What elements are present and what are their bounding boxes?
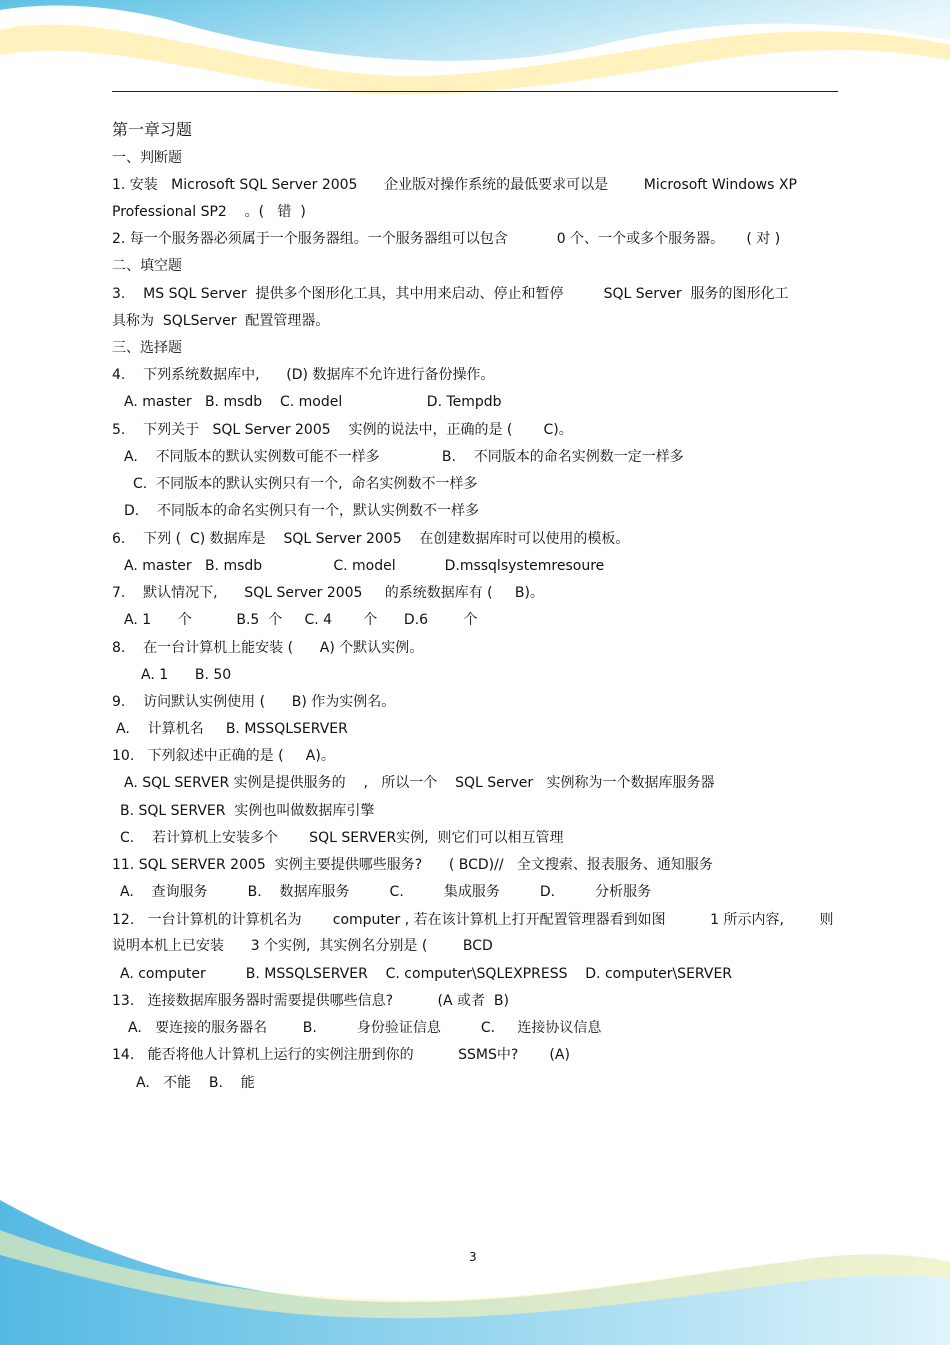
answer-options: A. 计算机名 B. MSSQLSERVER bbox=[116, 721, 348, 737]
answer-options: A. master B. msdb C. model D.mssqlsystemresoure bbox=[124, 558, 605, 574]
question-text: 8. 在一台计算机上能安装 ( A) 个默认实例。 bbox=[112, 640, 424, 656]
question-text: 具称为 SQLServer 配置管理器。 bbox=[112, 313, 330, 329]
answer-options: A. computer B. MSSQLSERVER C. computer\SQLEXPRESS D. computer\SERVER bbox=[120, 966, 733, 982]
answer-options: A. 查询服务 B. 数据库服务 C. 集成服务 D. 分析服务 bbox=[120, 884, 652, 900]
answer-options: A. master B. msdb C. model D. Tempdb bbox=[124, 394, 502, 410]
answer-options: B. SQL SERVER 实例也叫做数据库引擎 bbox=[120, 803, 375, 819]
answer-options: A. 不同版本的默认实例数可能不一样多 B. 不同版本的命名实例数一定一样多 bbox=[124, 449, 684, 465]
question-text: 3. MS SQL Server 提供多个图形化工具，其中用来启动、停止和暂停 SQL Server 服务的图形化工 bbox=[112, 286, 789, 302]
question-text: 13. 连接数据库服务器时需要提供哪些信息? (A 或者 B) bbox=[112, 993, 510, 1009]
question-text: 2. 每一个服务器必须属于一个服务器组。一个服务器组可以包含 0 个、一个或多个服务器。 ( 对 ) bbox=[112, 231, 781, 247]
section-heading: 一、判断题 bbox=[112, 150, 182, 166]
answer-options: D. 不同版本的命名实例只有一个，默认实例数不一样多 bbox=[124, 503, 480, 519]
question-text: 1. 安装 Microsoft SQL Server 2005 企业版对操作系统的最低要求可以是 Microsoft Windows XP bbox=[112, 177, 797, 193]
section-heading: 三、选择题 bbox=[112, 340, 182, 356]
answer-options: A. 不能 B. 能 bbox=[136, 1075, 255, 1091]
answer-options: C. 不同版本的默认实例只有一个, 命名实例数不一样多 bbox=[133, 476, 478, 492]
answer-options: A. 1 个 B.5 个 C. 4 个 D.6 个 bbox=[124, 612, 478, 628]
question-text: 7. 默认情况下, SQL Server 2005 的系统数据库有 ( B)。 bbox=[112, 585, 544, 601]
question-text: 10. 下列叙述中正确的是 ( A)。 bbox=[112, 748, 335, 764]
page-number: 3 bbox=[469, 1250, 477, 1264]
question-text: Professional SP2 。( 错 ) bbox=[112, 204, 306, 220]
question-text: 12. 一台计算机的计算机名为 computer , 若在该计算机上打开配置管理器看到如图 1 所示内容, 则 bbox=[112, 912, 834, 928]
section-heading: 二、填空题 bbox=[112, 258, 182, 274]
answer-options: A. 1 B. 50 bbox=[141, 667, 232, 683]
question-text: 11. SQL SERVER 2005 实例主要提供哪些服务? ( BCD)// 全文搜索、报表服务、通知服务 bbox=[112, 857, 713, 873]
question-text: 14. 能否将他人计算机上运行的实例注册到你的 SSMS中? (A) bbox=[112, 1047, 570, 1063]
question-text: 5. 下列关于 SQL Server 2005 实例的说法中，正确的是 ( C)。 bbox=[112, 422, 573, 438]
question-text: 说明本机上已安装 3 个实例, 其实例名分别是 ( BCD bbox=[112, 938, 493, 954]
question-text: 9. 访问默认实例使用 ( B) 作为实例名。 bbox=[112, 694, 396, 710]
question-text: 6. 下列 ( C) 数据库是 SQL Server 2005 在创建数据库时可以使用的模板。 bbox=[112, 531, 630, 547]
answer-options: C. 若计算机上安装多个 SQL SERVER实例, 则它们可以相互管理 bbox=[120, 830, 564, 846]
answer-options: A. 要连接的服务器名 B. 身份验证信息 C. 连接协议信息 bbox=[128, 1020, 602, 1036]
answer-options: A. SQL SERVER 实例是提供服务的 , 所以一个 SQL Server 实例称为一个数据库服务器 bbox=[124, 775, 715, 791]
question-text: 4. 下列系统数据库中, (D) 数据库不允许进行备份操作。 bbox=[112, 367, 495, 383]
chapter-title: 第一章习题 bbox=[112, 120, 193, 139]
